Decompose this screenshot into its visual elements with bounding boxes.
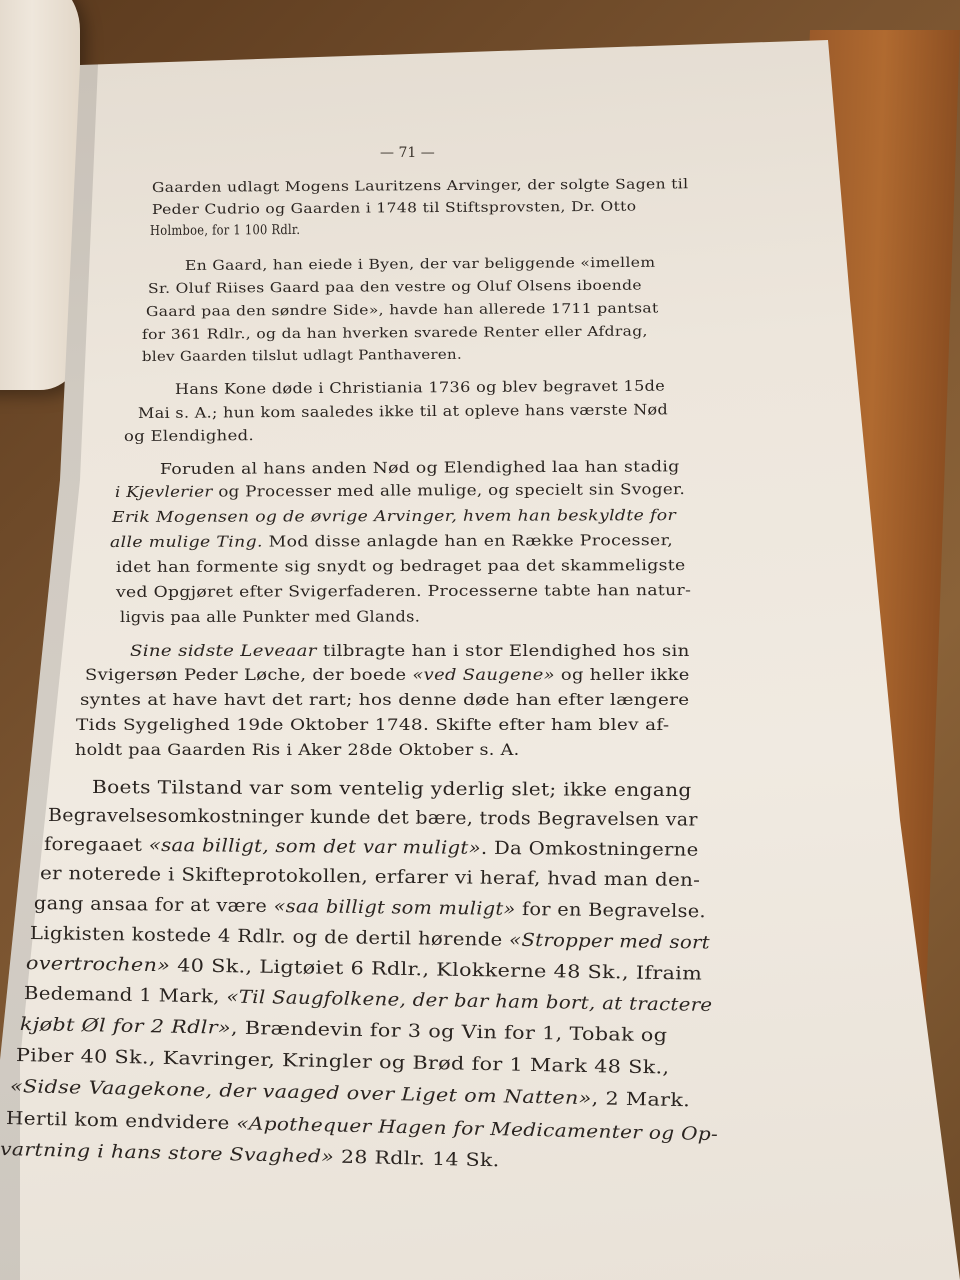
text-line: ved Opgjøret efter Svigerfaderen. Processerne tabte han natur- (115, 580, 692, 601)
text-line: Begravelsesomkostninger kunde det bære, trods Begravelsen var (47, 805, 698, 831)
text-line: Boets Tilstand var som ventelig yderlig slet; ikke engang (91, 777, 692, 802)
page-number: — 71 — (380, 145, 435, 161)
text-line: Tids Sygelighed 19de Oktober 1748. Skifte efter ham blev af- (76, 715, 670, 734)
text-line: Gaarden udlagt Mogens Lauritzens Arvinger, der solgte Sagen til (151, 175, 689, 196)
text-line: gang ansaa for at være «saa billigt som muligt» for en Begravelse. (33, 893, 707, 923)
text-line: Hertil kom endvidere «Apothequer Hagen for Medicamenter og Op- (5, 1108, 719, 1146)
text-line: Ligkisten kostede 4 Rdlr. og de dertil hørende «Stropper med sort (29, 923, 711, 954)
text-line: og Elendighed. (123, 427, 255, 445)
text-line: vartning i hans store Svaghed» 28 Rdlr. 14 Sk. (0, 1139, 500, 1172)
text-line: for 361 Rdlr., og da han hverken svarede Renter eller Afdrag, (141, 322, 648, 343)
text-line: Erik Mogensen og de øvrige Arvinger, hvem han beskyldte for (111, 506, 677, 526)
text-line: Gaard paa den søndre Side», havde han allerede 1711 pantsat (145, 299, 659, 320)
text-line: Bedemand 1 Mark, «Til Saugfolkene, der bar ham bort, at tractere (23, 983, 713, 1017)
text-line: «Sidse Vaagekone, der vaaged over Liget om Natten», 2 Mark. (9, 1076, 691, 1112)
text-line: syntes at have havt det rart; hos denne døde han efter længere (80, 690, 690, 709)
text-line: overtrochen» 40 Sk., Ligtøiet 6 Rdlr., Klokkerne 48 Sk., Ifraim (25, 953, 703, 985)
text-line: Mai s. A.; hun kom saaledes ikke til at opleve hans værste Nød (137, 401, 669, 422)
text-line: i Kjevlerier og Processer med alle mulige, og specielt sin Svoger. (114, 480, 686, 501)
text-line: Sr. Oluf Riises Gaard paa den vestre og Oluf Olsens iboende (147, 277, 642, 297)
text-line: Foruden al hans anden Nød og Elendighed laa han stadig (159, 457, 680, 478)
text-line: ligvis paa alle Punkter med Glands. (119, 607, 421, 626)
text-line: Sine sidste Leveaar tilbragte han i stor Elendighed hos sin (130, 641, 690, 660)
text-line: er noterede i Skifteprotokollen, erfarer vi heraf, hvad man den- (39, 863, 701, 891)
text-line: kjøbt Øl for 2 Rdlr», Brændevin for 3 og Vin for 1, Tobak og (19, 1014, 668, 1047)
text-line: foregaaet «saa billigt, som det var muligt». Da Omkostningerne (43, 834, 699, 861)
text-line: Peder Cudrio og Gaarden i 1748 til Stiftsprovsten, Dr. Otto (151, 198, 637, 218)
text-line: En Gaard, han eiede i Byen, der var beliggende «imellem (184, 254, 656, 274)
text-line: Piber 40 Sk., Kavringer, Kringler og Brød for 1 Mark 48 Sk., (15, 1045, 670, 1079)
text-line: holdt paa Gaarden Ris i Aker 28de Oktober s. A. (75, 740, 520, 759)
text-line: Svigersøn Peder Løche, der boede «ved Saugene» og heller ikke (85, 665, 690, 684)
text-line: Hans Kone døde i Christiania 1736 og blev begravet 15de (174, 378, 666, 398)
text-line: Holmboe, for 1 100 Rdlr. (149, 221, 301, 239)
text-line: alle mulige Ting. Mod disse anlagde han en Række Processer, (109, 531, 674, 551)
text-line: blev Gaarden tilslut udlagt Panthaveren. (141, 346, 463, 365)
text-line: idet han formente sig snydt og bedraget paa det skammeligste (115, 556, 686, 576)
